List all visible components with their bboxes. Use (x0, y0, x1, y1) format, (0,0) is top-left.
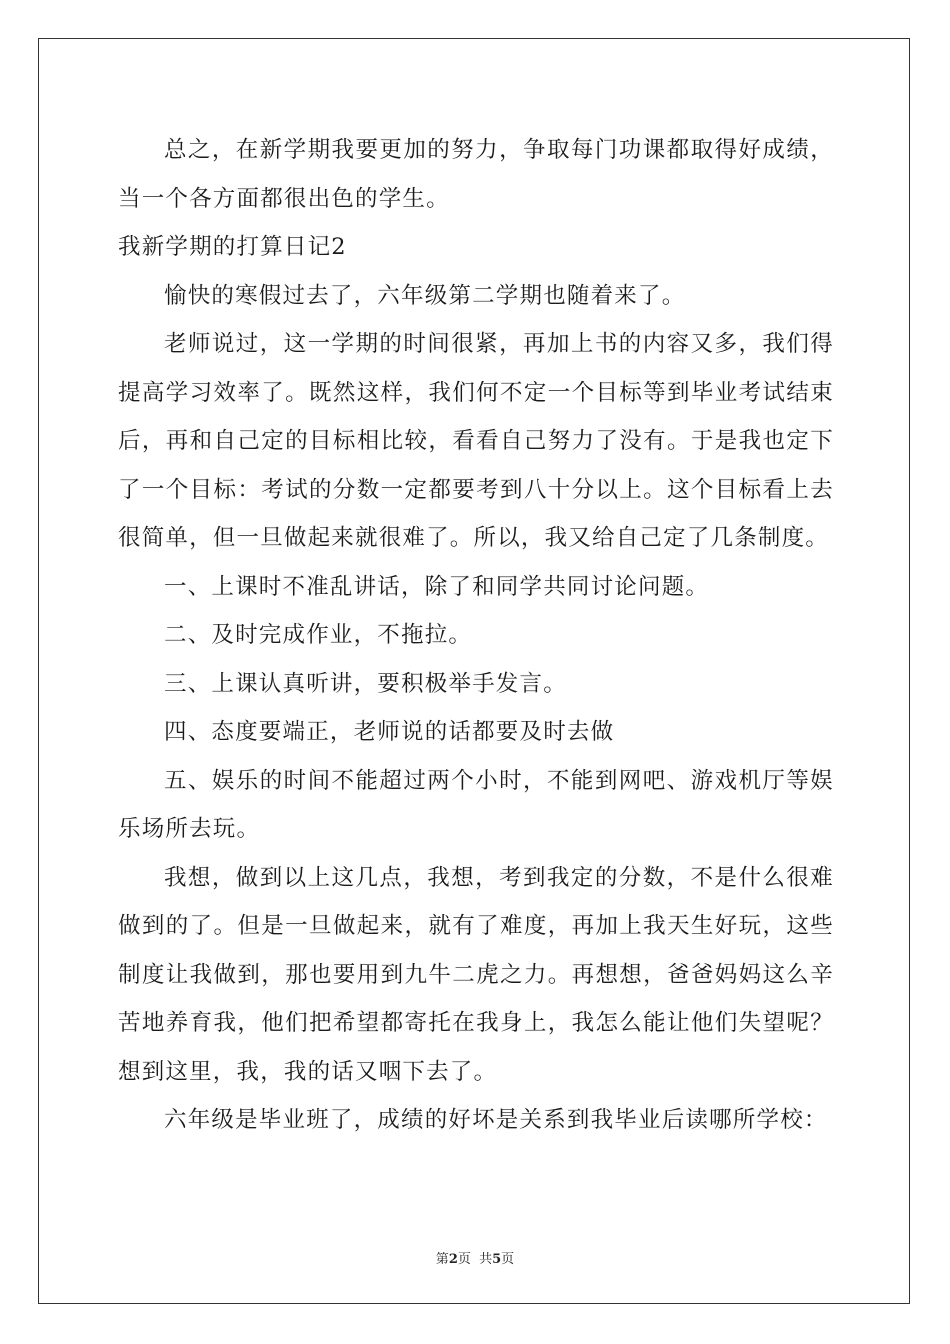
text-line: 老师说过，这一学期的时间很紧，再加上书的内容又多，我们得 (164, 331, 834, 357)
text-line: 一、上课时不准乱讲话，除了和同学共同讨论问题。 (164, 573, 710, 600)
current-page-number: 2 (448, 1252, 458, 1267)
text-line: 乐场所去玩。 (118, 816, 261, 842)
text-line: 提高学习效率了。既然这样，我们何不定一个目标等到毕业考试结束 (118, 379, 834, 406)
text-line: 总之，在新学期我要更加的努力，争取每门功课都取得好成绩， (164, 137, 834, 163)
text-line: 制度让我做到，那也要用到九牛二虎之力。再想想，爸爸妈妈这么辛 (118, 961, 834, 988)
total-page-number: 5 (492, 1252, 502, 1267)
text-line: 六年级是毕业班了，成绩的好坏是关系到我毕业后读哪所学校： (164, 1107, 828, 1133)
document-body (118, 126, 834, 1145)
text-line: 了一个目标：考试的分数一定都要考到八十分以上。这个目标看上去 (118, 476, 834, 503)
text-line: 四、态度要端正，老师说的话都要及时去做 (164, 719, 615, 745)
page-suffix: 页 (501, 1252, 515, 1267)
text-line: 二、及时完成作业，不拖拉。 (164, 622, 473, 648)
page-prefix: 第 (435, 1252, 449, 1267)
text-line: 想到这里，我，我的话又咽下去了。 (118, 1058, 498, 1085)
page-footer (0, 1248, 950, 1267)
text-line: 后，再和自己定的目标相比较，看看自己努力了没有。于是我也定下 (118, 428, 834, 454)
text-line: 我想，做到以上这几点，我想，考到我定的分数，不是什么很难 (164, 864, 834, 891)
text-line: 做到的了。但是一旦做起来，就有了难度，再加上我天生好玩，这些 (118, 913, 834, 939)
text-line: 很简单，但一旦做起来就很难了。所以，我又给自己定了几条制度。 (118, 525, 830, 551)
text-line: 我新学期的打算日记2 (118, 234, 347, 260)
text-line: 愉快的寒假过去了，六年级第二学期也随着来了。 (164, 282, 686, 309)
page-mid-text: 页 共 (457, 1252, 493, 1267)
text-line: 当一个各方面都很出色的学生。 (118, 185, 450, 212)
text-line: 五、娱乐的时间不能超过两个小时，不能到网吧、游戏机厅等娱 (164, 767, 834, 794)
text-line: 苦地养育我，他们把希望都寄托在我身上，我怎么能让他们失望呢？ (118, 1010, 834, 1036)
text-line: 三、上课认真听讲，要积极举手发言。 (164, 670, 567, 697)
